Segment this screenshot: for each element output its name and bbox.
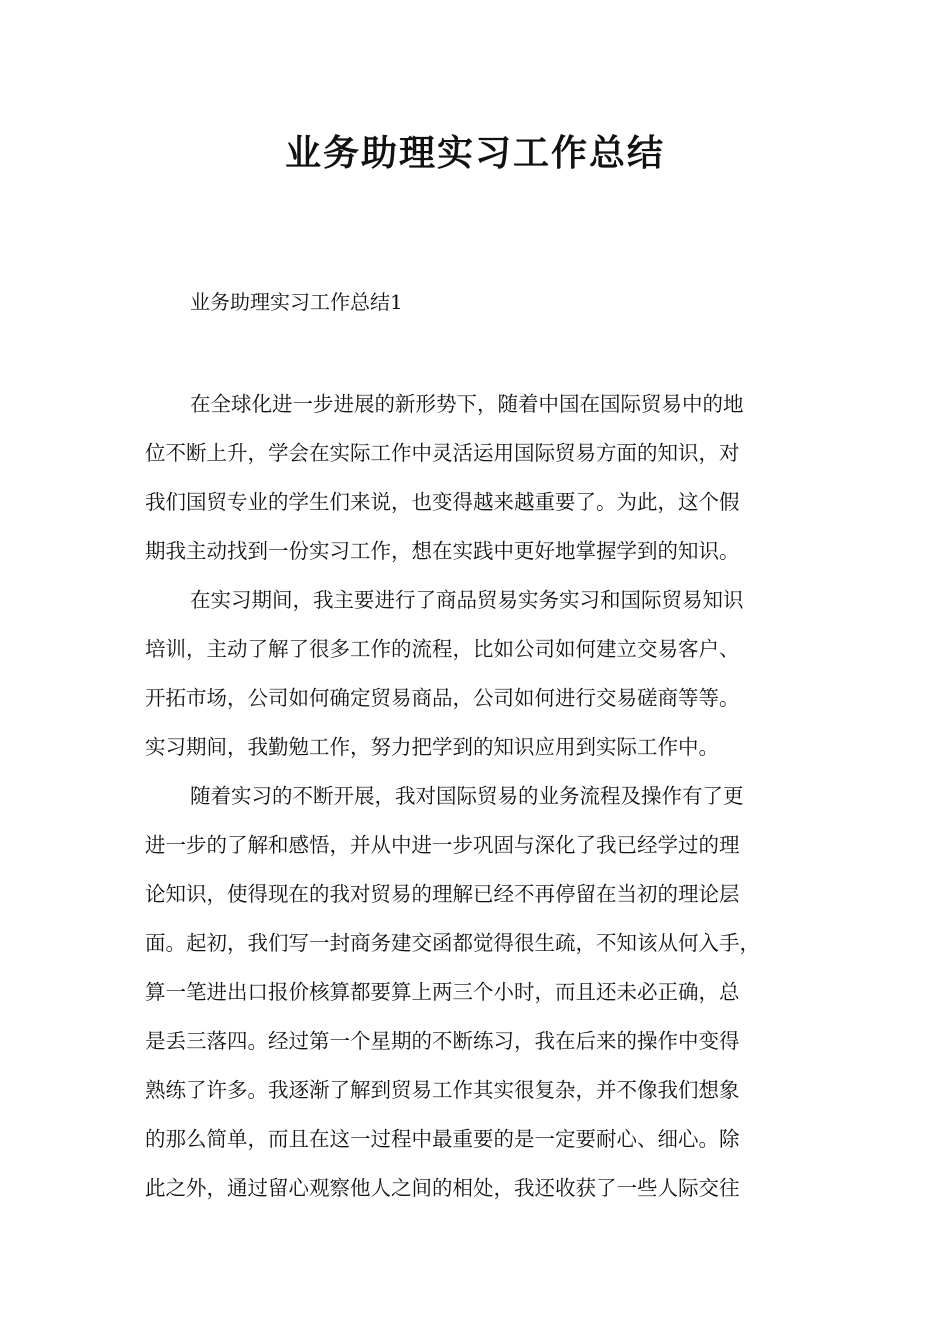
paragraph-line: 此之外，通过留心观察他人之间的相处，我还收获了一些人际交往 — [145, 1176, 740, 1200]
paragraph-line: 培训，主动了解了很多工作的流程，比如公司如何建立交易客户、 — [145, 637, 740, 661]
paragraph-line: 在全球化进一步进展的新形势下，随着中国在国际贸易中的地 — [190, 392, 744, 416]
paragraph-line: 在实习期间，我主要进行了商品贸易实务实习和国际贸易知识 — [190, 588, 744, 612]
paragraph-line: 熟练了许多。我逐渐了解到贸易工作其实很复杂，并不像我们想象 — [145, 1078, 740, 1102]
paragraph-line: 期我主动找到一份实习工作，想在实践中更好地掌握学到的知识。 — [145, 539, 740, 563]
document-body — [145, 380, 810, 1213]
document-title: 业务助理实习工作总结 — [284, 133, 665, 174]
paragraph-line: 是丢三落四。经过第一个星期的不断练习，我在后来的操作中变得 — [145, 1029, 740, 1053]
paragraph-line: 论知识，使得现在的我对贸易的理解已经不再停留在当初的理论层 — [145, 882, 740, 906]
paragraph-line: 位不断上升，学会在实际工作中灵活运用国际贸易方面的知识，对 — [145, 441, 740, 465]
paragraph-line: 面。起初，我们写一封商务建交函都觉得很生疏，不知该从何入手， — [145, 931, 760, 955]
section-heading: 业务助理实习工作总结1 — [190, 290, 403, 314]
paragraph-line: 实习期间，我勤勉工作，努力把学到的知识应用到实际工作中。 — [145, 735, 719, 759]
paragraph-line: 开拓市场，公司如何确定贸易商品，公司如何进行交易磋商等等。 — [145, 686, 740, 710]
paragraph-line: 的那么简单，而且在这一过程中最重要的是一定要耐心、细心。除 — [145, 1127, 740, 1151]
paragraph-line: 我们国贸专业的学生们来说，也变得越来越重要了。为此，这个假 — [145, 490, 740, 514]
paragraph-line: 随着实习的不断开展，我对国际贸易的业务流程及操作有了更 — [190, 784, 744, 808]
paragraph-line: 进一步的了解和感悟，并从中进一步巩固与深化了我已经学过的理 — [145, 833, 740, 857]
paragraph-line: 算一笔进出口报价核算都要算上两三个小时，而且还未必正确，总 — [145, 980, 740, 1004]
